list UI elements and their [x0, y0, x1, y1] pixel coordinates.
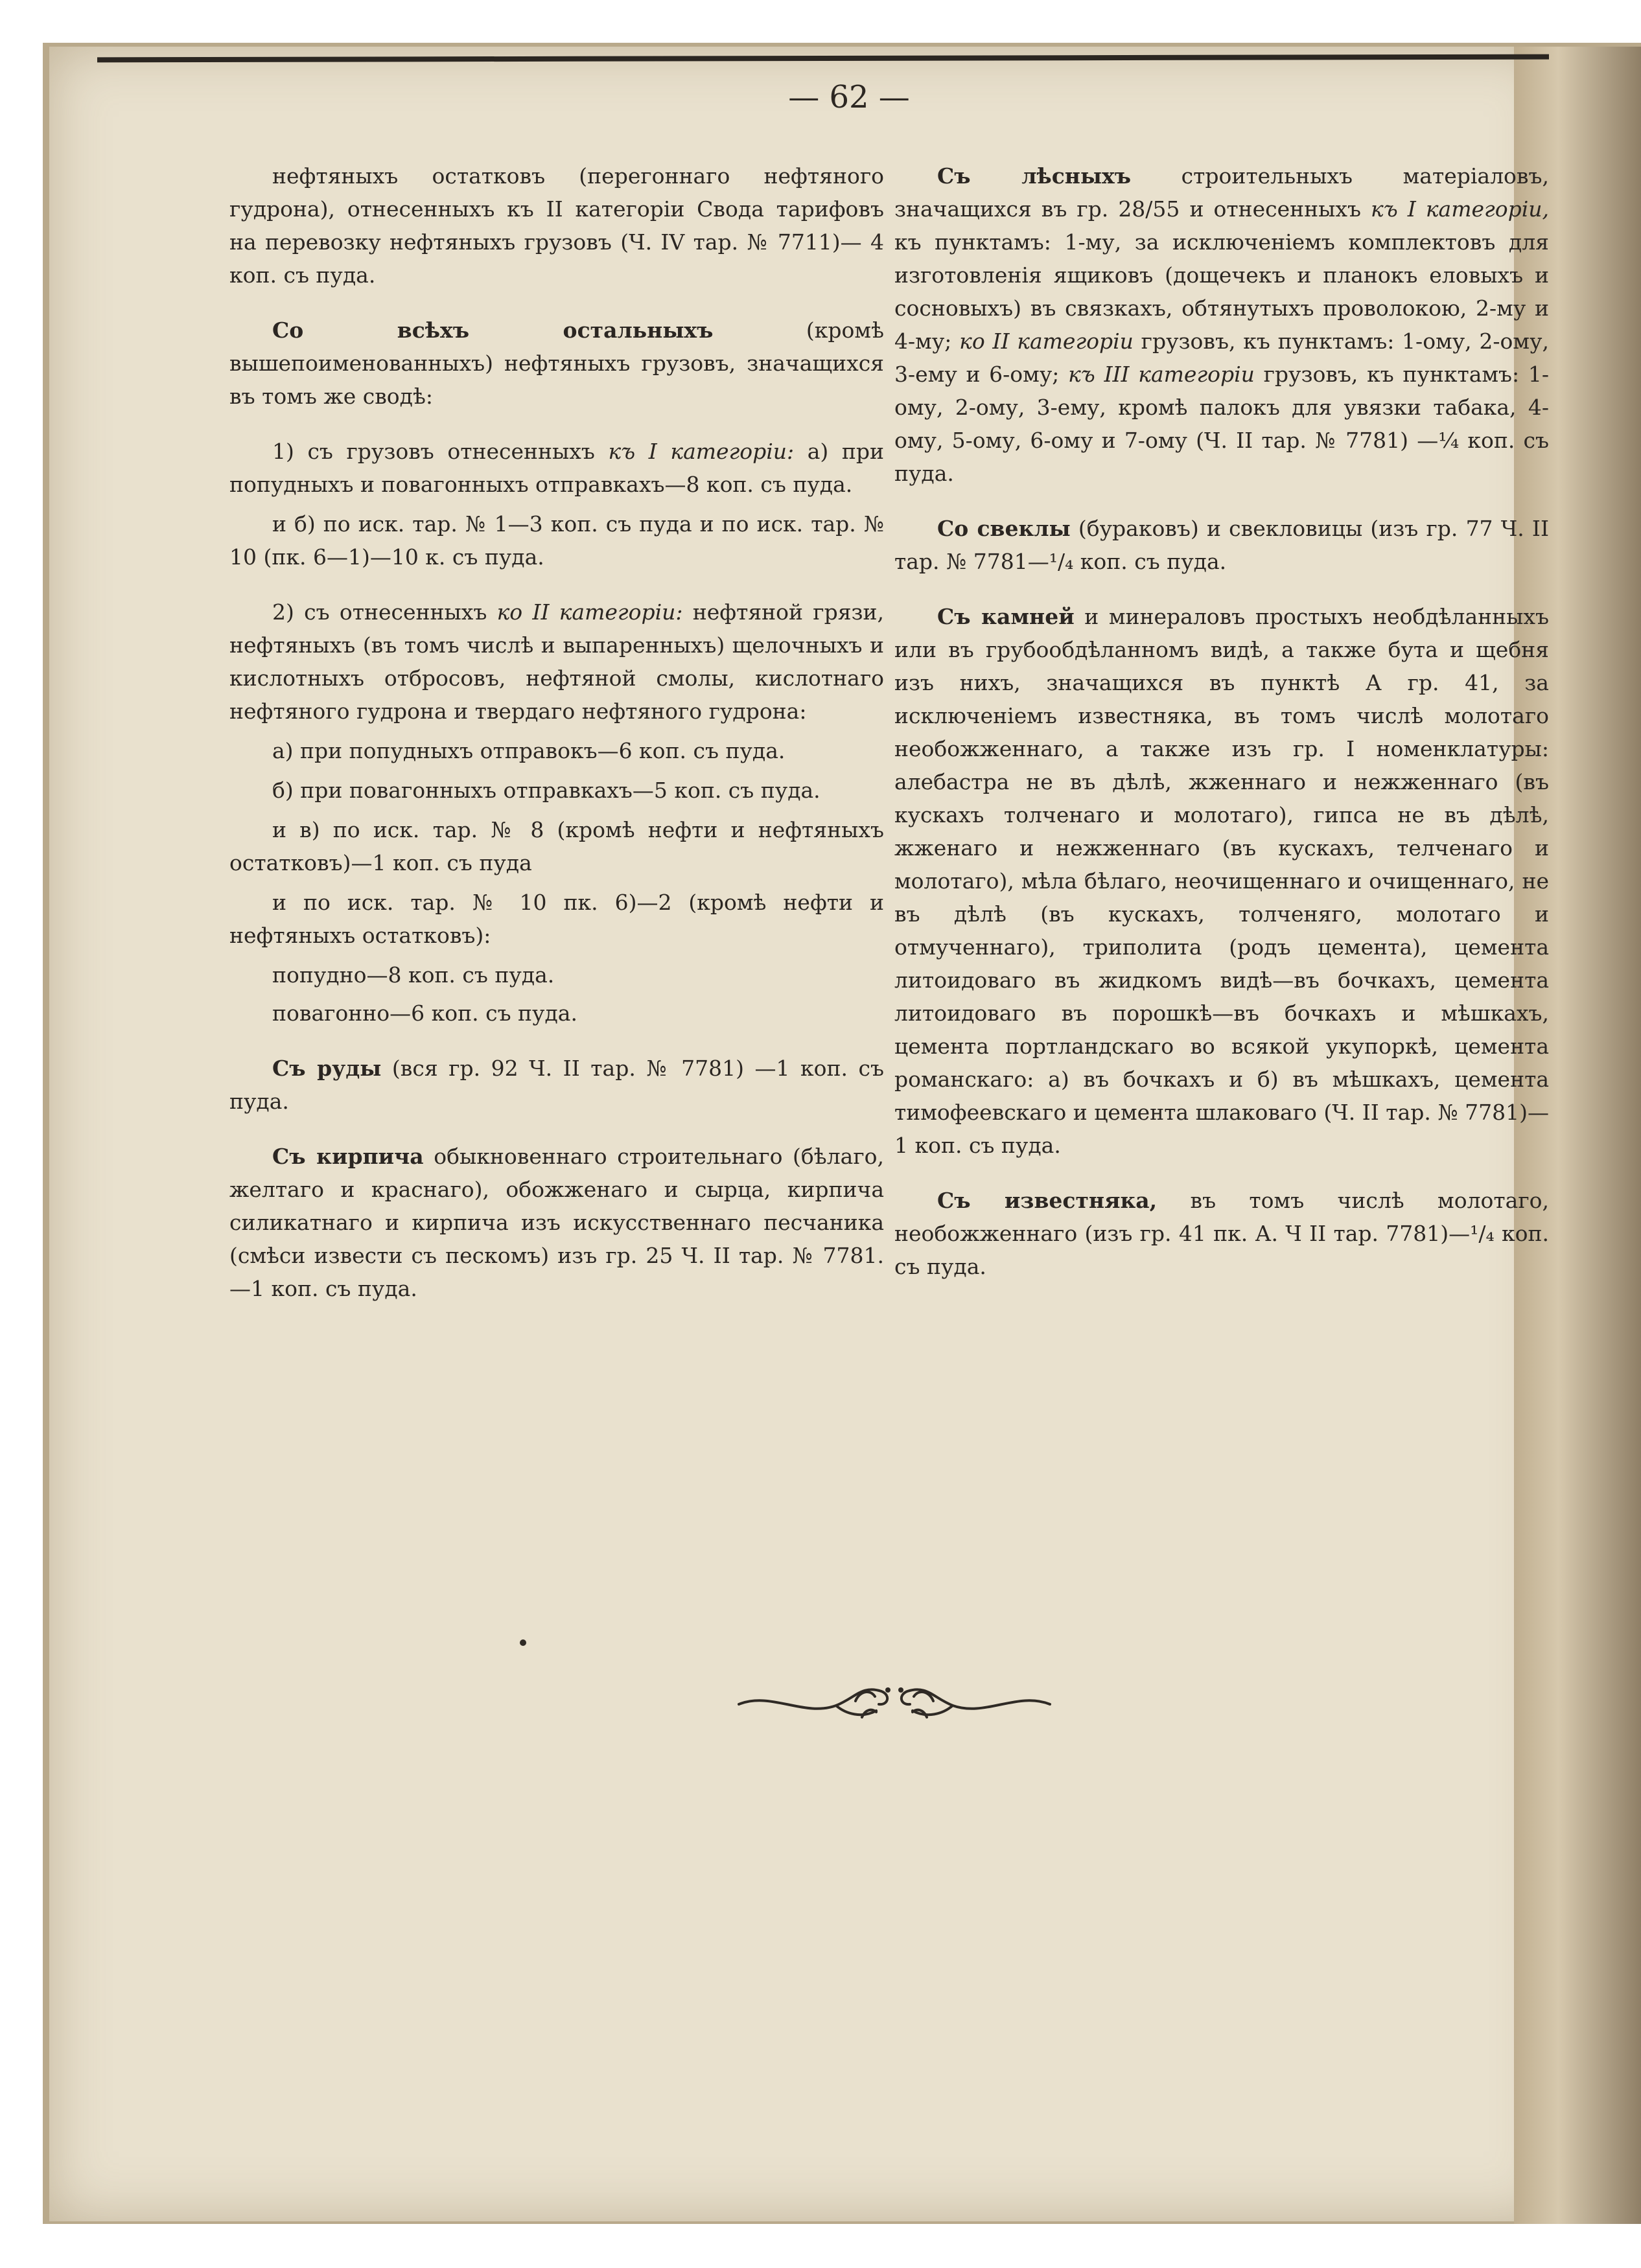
- paragraph: Съ кирпича обыкновеннаго строительнаго (бѣлаго, желтаго и краснаго), обожженаго и сырца, кирпича силикатнаго и кирпича изъ искусственнаго песчаника (смѣси извести съ пескомъ) изъ гр. 25 Ч. II тар. № 7781.—1 коп. съ пуда.: [229, 1144, 884, 1301]
- scan-bottom-margin: [43, 2224, 1641, 2268]
- paragraph: Со всѣхъ остальныхъ (кромѣ вышепоименованныхъ) нефтяныхъ грузовъ, значащихся въ томъ же сводѣ:: [229, 318, 884, 409]
- paragraph: Съ камней и минераловъ простыхъ необдѣланныхъ или въ грубообдѣланномъ видѣ, а также бута и щебня изъ нихъ, значащихся въ пунктѣ А гр. 41, за исключеніемъ известняка, въ томъ числѣ молотаго необожженнаго, а также изъ гр. I номенклатуры: алебастра не въ дѣлѣ, жженнаго и нежженнаго (въ кускахъ толченаго и молотаго), гипса не въ дѣлѣ, жженаго и нежженнаго (въ кускахъ, телченаго и молотаго), мѣла бѣлаго, неочищеннаго и очищеннаго, не въ дѣлѣ (въ кускахъ, толченяго, молотаго и отмученнаго), триполита (родъ цемента), цемента литоидоваго въ жидкомъ видѣ—въ бочкахъ, цемента литоидоваго въ порошкѣ—въ бочкахъ и мѣшкахъ, цемента портландскаго во всякой укупоркѣ, цемента романскаго: а) въ бочкахъ и б) въ мѣшкахъ, цемента тимофеевскаго и цемента шлаковаго (Ч. II тар. № 7781)—1 коп. съ пуда.: [894, 604, 1550, 1158]
- paragraph: Со свеклы (бураковъ) и свекловицы (изъ гр. 77 Ч. II тар. № 7781—¹/₄ коп. съ пуда.: [894, 516, 1549, 574]
- paragraph: и в) по иск. тар. № 8 (кромѣ нефти и нефтяныхъ остатковъ)—1 коп. съ пуда: [229, 817, 884, 875]
- paragraph: нефтяныхъ остатковъ (перегоннаго нефтяного гудрона), отнесенныхъ къ II категоріи Свода тарифовъ на перевозку нефтяныхъ грузовъ (Ч. IV тар. № 7711)— 4 коп. съ пуда.: [229, 163, 884, 288]
- page-number: — 62 —: [788, 79, 910, 115]
- paragraph: попудно—8 коп. съ пуда.: [272, 962, 555, 988]
- paragraph: Съ руды (вся гр. 92 Ч. II тар. № 7781) —1 коп. съ пуда.: [229, 1056, 885, 1114]
- ink-dot: [520, 1639, 526, 1646]
- paragraph: и б) по иск. тар. № 1—3 коп. съ пуда и по иск. тар. № 10 (пк. 6—1)—10 к. съ пуда.: [229, 511, 884, 570]
- paragraph: и по иск. тар. № 10 пк. 6)—2 (кромѣ нефти и нефтяныхъ остатковъ):: [229, 890, 884, 948]
- paragraph: 1) съ грузовъ отнесенныхъ къ I категоріи: а) при попудныхъ и повагонныхъ отправкахъ—8 коп. съ пуда.: [229, 439, 884, 497]
- left-column: [229, 159, 884, 1327]
- paragraph: Съ лѣсныхъ строительныхъ матеріаловъ, значащихся въ гр. 28/55 и отнесенныхъ къ I категоріи, къ пунктамъ: 1-му, за исключеніемъ комплектовъ для изготовленія ящиковъ (дощечекъ и планокъ еловыхъ и сосновыхъ) въ связкахъ, обтянутыхъ проволокою, 2-му и 4-му; ко II категоріи грузовъ, къ пунктамъ: 1-ому, 2-ому, 3-ему и 6-ому; къ III категоріи грузовъ, къ пунктамъ: 1-ому, 2-ому, 3-ему, кромѣ палокъ для увязки табака, 4-ому, 5-ому, 6-ому и 7-ому (Ч. II тар. № 7781) —¼ коп. съ пуда.: [894, 163, 1550, 486]
- paragraph: б) при повагонныхъ отправкахъ—5 коп. съ пуда.: [272, 778, 820, 803]
- paragraph: а) при попудныхъ отправокъ—6 коп. съ пуда.: [272, 738, 786, 763]
- paragraph: Съ известняка, въ томъ числѣ молотаго, необожженнаго (изъ гр. 41 пк. А. Ч II тар. 7781)—¹/₄ коп. съ пуда.: [894, 1188, 1549, 1279]
- right-column: [894, 159, 1549, 1305]
- paragraph: 2) съ отнесенныхъ ко II категоріи: нефтяной грязи, нефтяныхъ (въ томъ числѣ и выпаренныхъ) щелочныхъ и кислотныхъ отбросовъ, нефтяной смолы, кислотнаго нефтяного гудрона и твердаго нефтяного гудрона:: [229, 599, 884, 724]
- decorative-flourish-icon: [732, 1665, 1056, 1737]
- paragraph: повагонно—6 коп. съ пуда.: [272, 1001, 577, 1026]
